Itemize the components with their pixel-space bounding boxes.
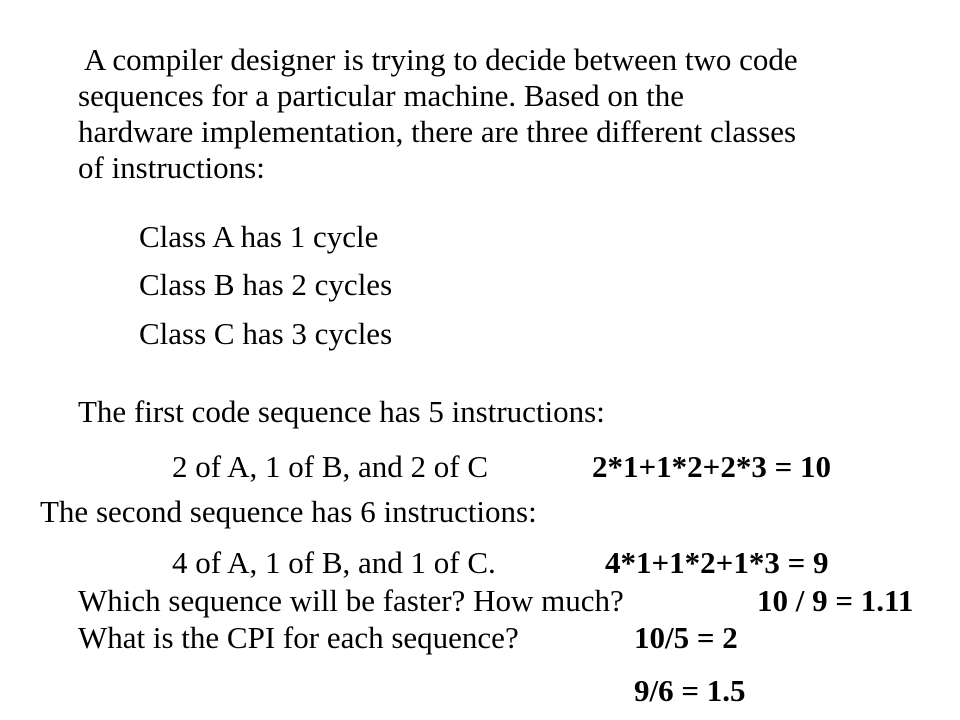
sequence1-detail: 2 of A, 1 of B, and 2 of C [172, 449, 489, 484]
intro-paragraph [78, 42, 940, 186]
sequence1-calc: 2*1+1*2+2*3 = 10 [592, 449, 831, 484]
intro-line: hardware implementation, there are three different classes [78, 114, 797, 149]
sequence2-detail: 4 of A, 1 of B, and 1 of C. [172, 545, 496, 580]
question1-text: Which sequence will be faster? How much? [78, 583, 624, 618]
class-b-line: Class B has 2 cycles [139, 267, 393, 302]
question1-answer: 10 / 9 = 1.11 [757, 583, 914, 618]
intro-line: A compiler designer is trying to decide between two code [84, 42, 798, 77]
class-c-line: Class C has 3 cycles [139, 316, 393, 351]
intro-line: sequences for a particular machine. Based on the [78, 78, 684, 113]
sequence2-heading: The second sequence has 6 instructions: [40, 494, 537, 529]
question2-answer-1: 10/5 = 2 [634, 620, 738, 655]
question2-text: What is the CPI for each sequence? [78, 620, 519, 655]
class-a-line: Class A has 1 cycle [139, 219, 379, 254]
sequence2-calc: 4*1+1*2+1*3 = 9 [605, 545, 829, 580]
sequence1-heading: The first code sequence has 5 instructions: [78, 394, 605, 429]
intro-line: of instructions: [78, 150, 265, 185]
question2-answer-2: 9/6 = 1.5 [634, 673, 746, 708]
